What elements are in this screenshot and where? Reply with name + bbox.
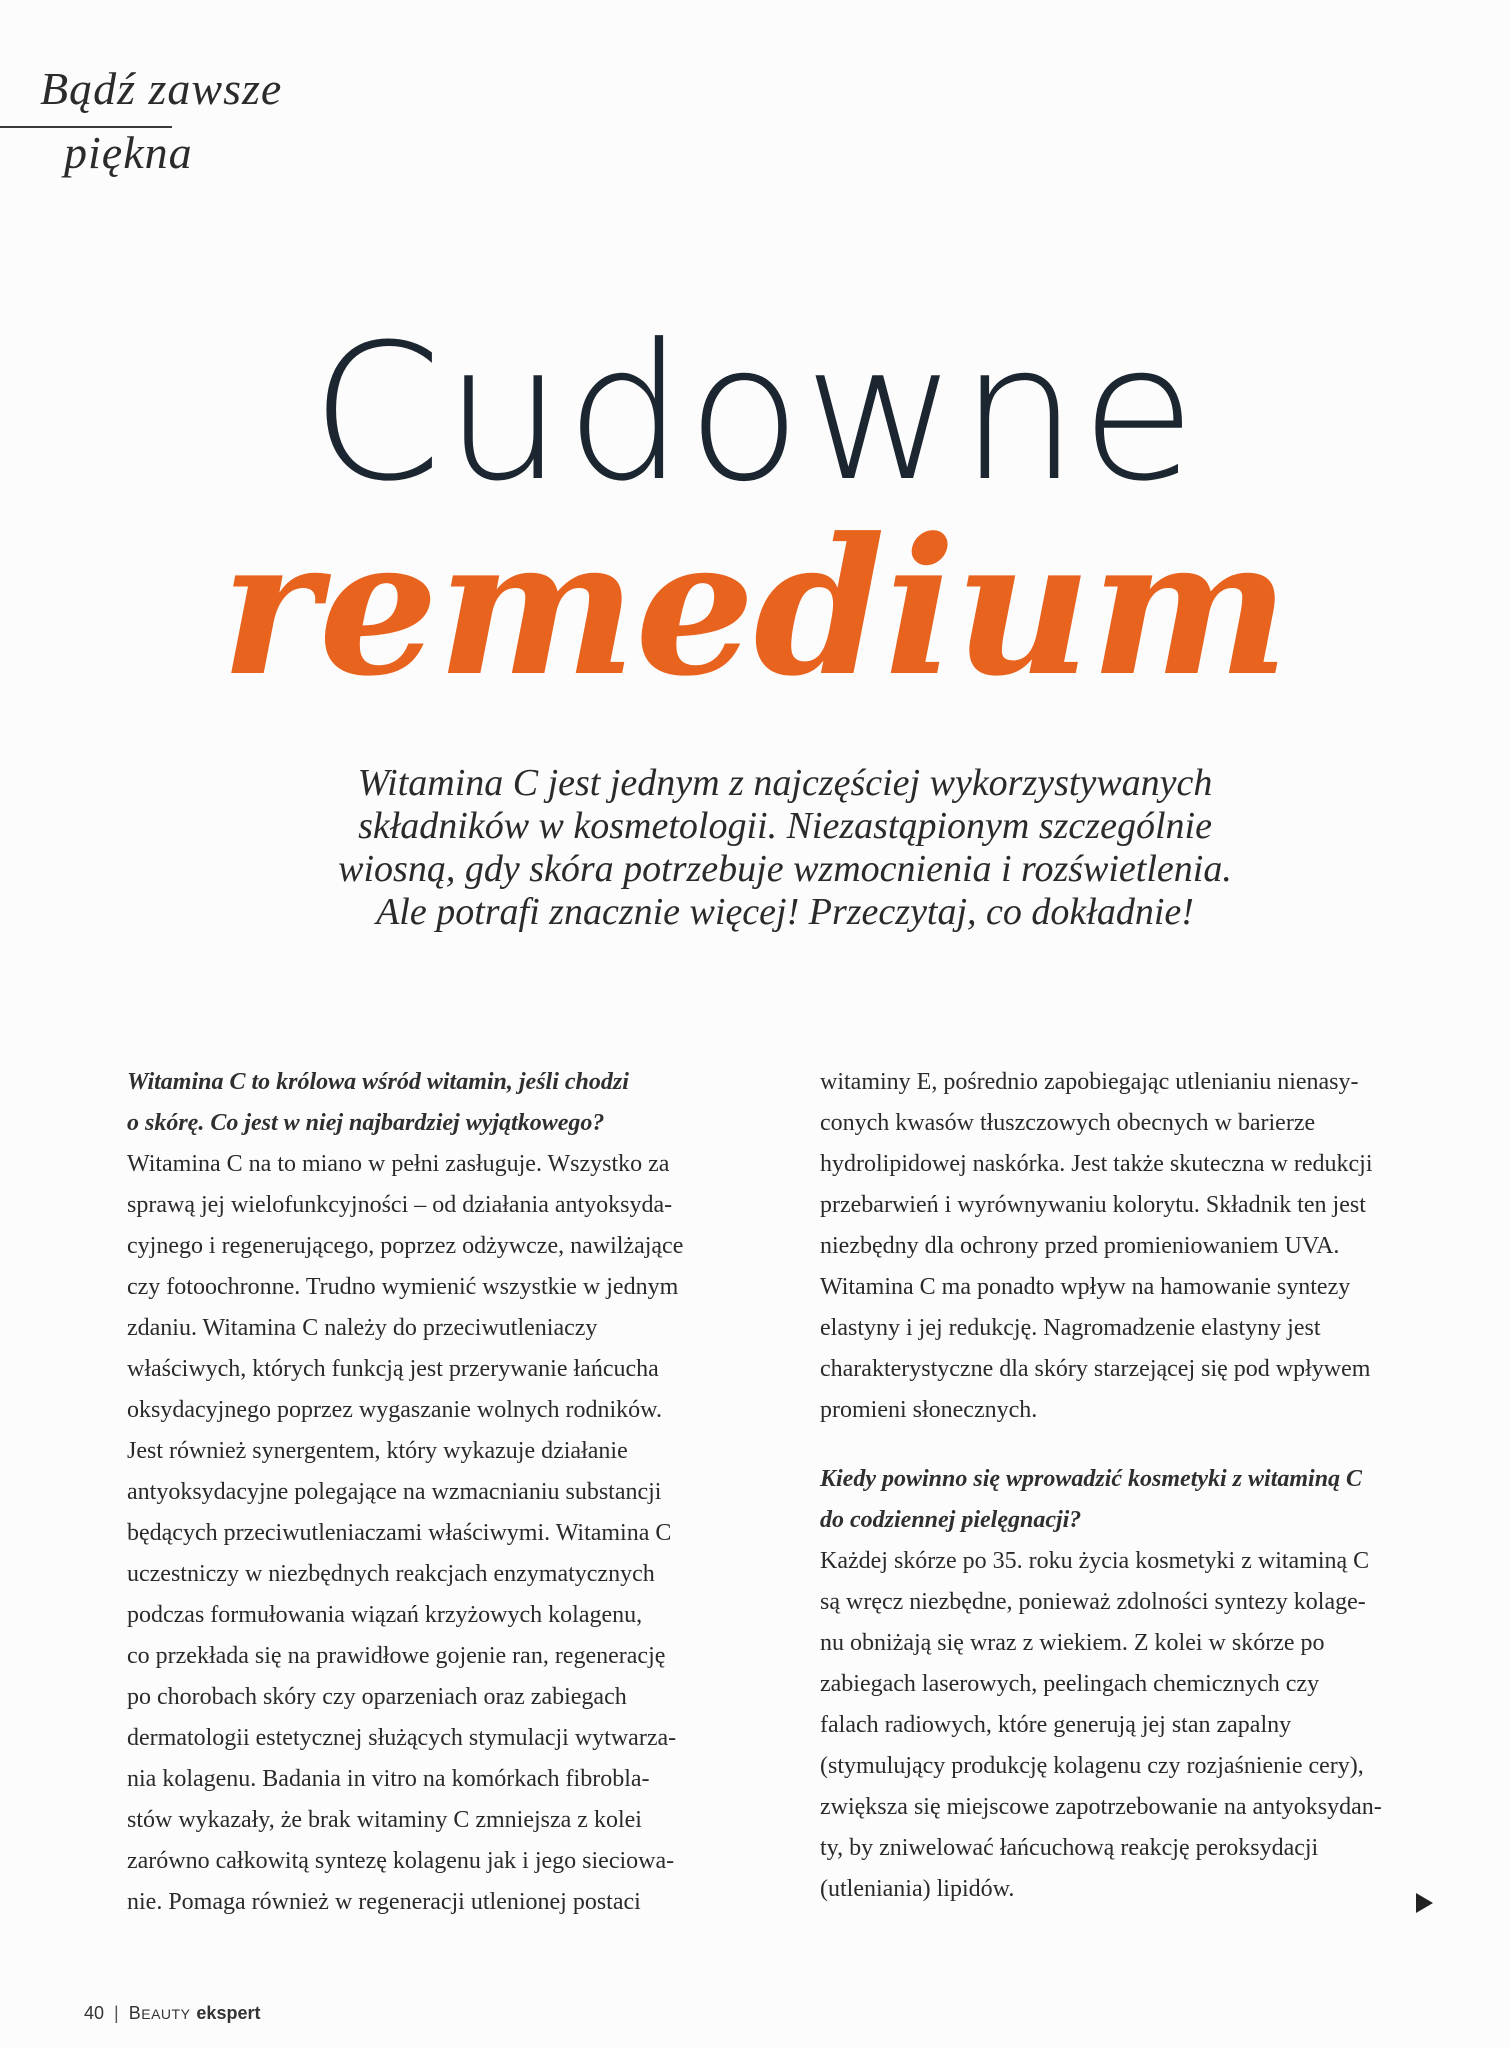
body-line: witaminy E, pośrednio zapobiegając utlenianiu nienasy- xyxy=(820,1069,1359,1095)
body-line: podczas formułowania wiązań krzyżowych kolagenu, xyxy=(127,1602,643,1628)
body-line: (stymulujący produkcję kolagenu czy rozjaśnienie cery), xyxy=(820,1753,1364,1779)
body-line: czy fotoochronne. Trudno wymienić wszystkie w jednym xyxy=(127,1274,679,1300)
body-line: cyjnego i regenerującego, poprzez odżywcze, nawilżające xyxy=(127,1233,684,1259)
question-line: Kiedy powinno się wprowadzić kosmetyki z witaminą C xyxy=(820,1466,1363,1492)
page-footer xyxy=(84,2003,260,2024)
lead-line: składników w kosmetologii. Niezastąpionym szczególnie xyxy=(358,805,1212,847)
body-line: co przekłada się na prawidłowe gojenie ran, regenerację xyxy=(127,1643,666,1669)
body-line: Każdej skórze po 35. roku życia kosmetyki z witaminą C xyxy=(820,1548,1370,1574)
magazine-brand xyxy=(129,2003,191,2023)
body-line: promieni słonecznych. xyxy=(820,1397,1038,1423)
footer-separator: | xyxy=(114,2003,119,2023)
lead-line: wiosną, gdy skóra potrzebuje wzmocnienia i rozświetlenia. xyxy=(338,848,1232,890)
lead-line: Ale potrafi znacznie więcej! Przeczytaj, co dokładnie! xyxy=(376,891,1194,933)
body-line: niezbędny dla ochrony przed promieniowaniem UVA. xyxy=(820,1233,1340,1259)
lead-line: Witamina C jest jednym z najczęściej wykorzystywanych xyxy=(357,762,1213,804)
right-triangle-icon xyxy=(1416,1893,1433,1913)
magazine-brand-second: ekspert xyxy=(196,2003,261,2023)
body-line: Witamina C ma ponadto wpływ na hamowanie syntezy xyxy=(820,1274,1351,1300)
brand-rest: EAUTY xyxy=(141,2006,191,2022)
body-line: nia kolagenu. Badania in vitro na komórkach fibrobla- xyxy=(127,1766,650,1792)
section-label-line2: piękna xyxy=(64,127,193,178)
question-line: Witamina C to królowa wśród witamin, jeśli chodzi xyxy=(127,1069,629,1095)
body-line: hydrolipidowej naskórka. Jest także skuteczna w redukcji xyxy=(820,1151,1373,1177)
body-line: są wręcz niezbędne, ponieważ zdolności syntezy kolage- xyxy=(820,1589,1366,1615)
body-line: elastyny i jej redukcję. Nagromadzenie elastyny jest xyxy=(820,1315,1321,1341)
headline-word-1: Cudowne xyxy=(310,304,1199,523)
article-column-right xyxy=(820,1062,1460,1910)
body-line: charakterystyczne dla skóry starzejącej się pod wpływem xyxy=(820,1356,1371,1382)
body-line: oksydacyjnego poprzez wygaszanie wolnych rodników. xyxy=(127,1397,662,1423)
paragraph-gap xyxy=(820,1431,1460,1459)
body-line: antyoksydacyjne polegające na wzmacnianiu substancji xyxy=(127,1479,662,1505)
body-line: stów wykazały, że brak witaminy C zmniejsza z kolei xyxy=(127,1807,642,1833)
body-line: falach radiowych, które generują jej stan zapalny xyxy=(820,1712,1292,1738)
body-line: nu obniżają się wraz z wiekiem. Z kolei w skórze po xyxy=(820,1630,1325,1656)
body-line: ty, by zniwelować łańcuchową reakcję peroksydacji xyxy=(820,1835,1319,1861)
page-number: 40 xyxy=(84,2003,105,2023)
body-line: dermatologii estetycznej służących stymulacji wytwarza- xyxy=(127,1725,677,1751)
body-line: conych kwasów tłuszczowych obecnych w barierze xyxy=(820,1110,1316,1136)
body-line: zabiegach laserowych, peelingach chemicznych czy xyxy=(820,1671,1320,1697)
headline-word-2: remedium xyxy=(220,497,1289,718)
question-line: o skórę. Co jest w niej najbardziej wyjątkowego? xyxy=(127,1110,605,1136)
lead-paragraph xyxy=(290,762,1280,934)
body-line: będących przeciwutleniaczami właściwymi. Witamina C xyxy=(127,1520,672,1546)
body-line: nie. Pomaga również w regeneracji utlenionej postaci xyxy=(127,1889,641,1915)
body-line: po chorobach skóry czy oparzeniach oraz zabiegach xyxy=(127,1684,627,1710)
body-line: (utleniania) lipidów. xyxy=(820,1876,1015,1902)
body-line: zarówno całkowitą syntezę kolagenu jak i jego sieciowa- xyxy=(127,1848,675,1874)
body-line: uczestniczy w niezbędnych reakcjach enzymatycznych xyxy=(127,1561,655,1587)
body-line: zdaniu. Witamina C należy do przeciwutleniaczy xyxy=(127,1315,598,1341)
section-label-line1: Bądź zawsze xyxy=(40,63,283,114)
body-line: zwiększa się miejscowe zapotrzebowanie na antyoksydan- xyxy=(820,1794,1382,1820)
body-line: właściwych, których funkcją jest przerywanie łańcucha xyxy=(127,1356,659,1382)
brand-initial: B xyxy=(128,2003,142,2023)
body-line: Jest również synergentem, który wykazuje działanie xyxy=(127,1438,628,1464)
question-line: do codziennej pielęgnacji? xyxy=(820,1507,1082,1533)
body-line: przebarwień i wyrównywaniu kolorytu. Składnik ten jest xyxy=(820,1192,1366,1218)
body-line: Witamina C na to miano w pełni zasługuje. Wszystko za xyxy=(127,1151,670,1177)
body-line: sprawą jej wielofunkcyjności – od działania antyoksyda- xyxy=(127,1192,673,1218)
article-column-left xyxy=(127,1062,763,1923)
